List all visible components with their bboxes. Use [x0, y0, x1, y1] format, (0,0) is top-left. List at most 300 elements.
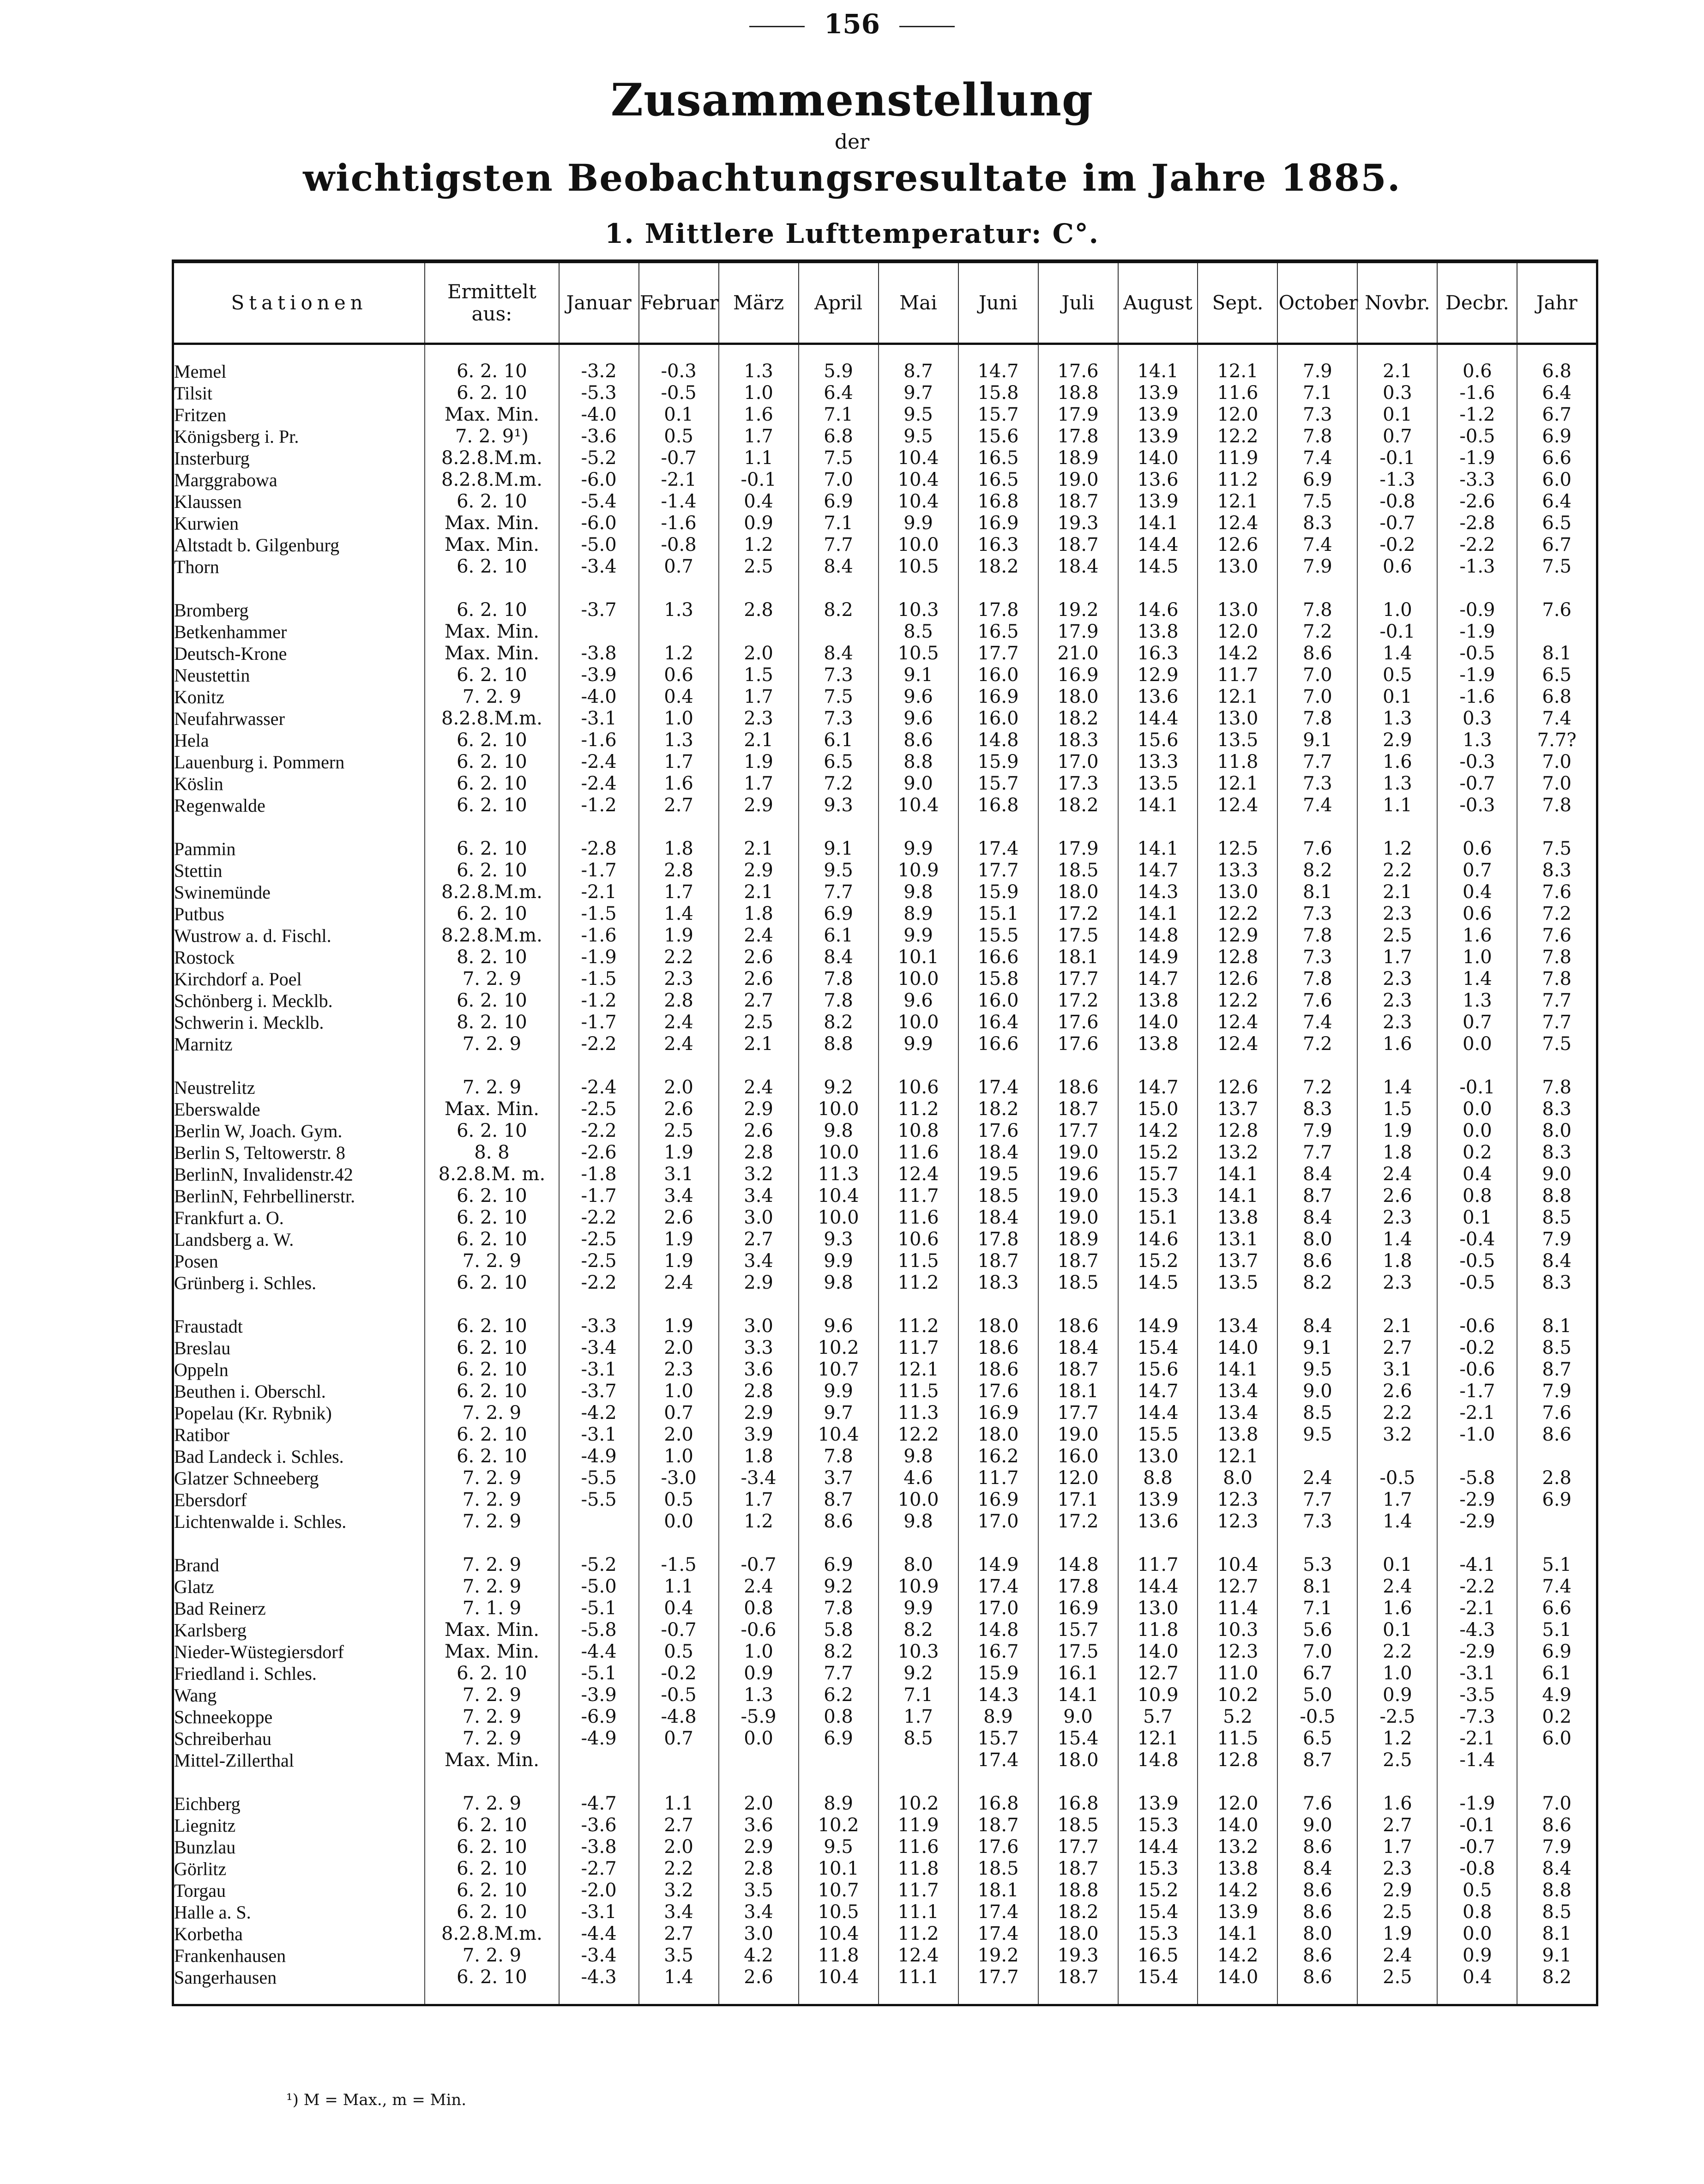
method-cell: 6. 2. 10 — [425, 751, 559, 773]
value-cell: 18.4 — [958, 1142, 1038, 1164]
value-cell: 14.6 — [1118, 599, 1198, 621]
method-cell: 6. 2. 10 — [425, 773, 559, 795]
value-cell: 15.4 — [1118, 1901, 1198, 1923]
column-header: Mai — [879, 261, 958, 344]
value-cell: 8.5 — [1517, 1207, 1597, 1229]
value-cell: 5.9 — [799, 361, 879, 382]
method-cell: 7. 2. 9 — [425, 1467, 559, 1489]
value-cell: 10.1 — [799, 1858, 879, 1880]
value-cell: 18.7 — [1038, 1250, 1118, 1272]
value-cell: 17.0 — [958, 1511, 1038, 1532]
value-cell: -0.5 — [1437, 1272, 1517, 1294]
station-name: Schwerin i. Mecklb. — [173, 1012, 425, 1033]
value-cell: 7.5 — [799, 686, 879, 708]
value-cell: 9.5 — [879, 404, 958, 426]
table-body — [173, 344, 1597, 2005]
value-cell: 18.5 — [1038, 1815, 1118, 1836]
value-cell: 14.1 — [1198, 1185, 1277, 1207]
value-cell: 8.2 — [879, 1619, 958, 1641]
table-row — [173, 1424, 1597, 1446]
value-cell: 7.2 — [1277, 1033, 1357, 1055]
value-cell: 1.7 — [719, 686, 799, 708]
value-cell: 7.8 — [1277, 968, 1357, 990]
value-cell: 2.0 — [719, 643, 799, 664]
value-cell: -2.1 — [639, 469, 719, 491]
value-cell: 17.8 — [958, 599, 1038, 621]
method-cell: 6. 2. 10 — [425, 1272, 559, 1294]
station-name: Kurwien — [173, 513, 425, 534]
station-name: Kirchdorf a. Poel — [173, 968, 425, 990]
value-cell: 17.5 — [1038, 1641, 1118, 1663]
value-cell: 6.1 — [1517, 1663, 1597, 1684]
value-cell: 8.3 — [1517, 1272, 1597, 1294]
value-cell: 9.9 — [879, 1033, 958, 1055]
value-cell: 7.8 — [1277, 925, 1357, 947]
value-cell — [879, 1750, 958, 1771]
value-cell: 2.3 — [1357, 1272, 1437, 1294]
value-cell: 1.0 — [639, 1381, 719, 1402]
value-cell: 2.8 — [1517, 1467, 1597, 1489]
value-cell: 11.5 — [879, 1250, 958, 1272]
value-cell: -0.1 — [1357, 447, 1437, 469]
station-name: Regenwalde — [173, 795, 425, 816]
value-cell: 6.4 — [799, 382, 879, 404]
value-cell: -3.1 — [559, 1359, 639, 1381]
value-cell: 1.0 — [719, 382, 799, 404]
value-cell: 1.8 — [1357, 1142, 1437, 1164]
value-cell: 15.4 — [1038, 1728, 1118, 1750]
station-name: Landsberg a. W. — [173, 1229, 425, 1250]
value-cell: 2.4 — [719, 1077, 799, 1098]
station-name: Betkenhammer — [173, 621, 425, 643]
column-header: Decbr. — [1437, 261, 1517, 344]
value-cell: 18.9 — [1038, 447, 1118, 469]
value-cell: 14.4 — [1118, 1836, 1198, 1858]
value-cell: 9.7 — [799, 1402, 879, 1424]
value-cell: 8.4 — [1517, 1250, 1597, 1272]
value-cell: 6.7 — [1517, 404, 1597, 426]
value-cell: 2.9 — [719, 1272, 799, 1294]
value-cell: 2.1 — [1357, 881, 1437, 903]
value-cell: 8.2 — [799, 1641, 879, 1663]
method-cell: 6. 2. 10 — [425, 382, 559, 404]
value-cell: 8.9 — [799, 1793, 879, 1815]
value-cell: -0.1 — [1437, 1815, 1517, 1836]
value-cell: 2.4 — [719, 1576, 799, 1598]
value-cell: 1.8 — [719, 903, 799, 925]
value-cell: 6.5 — [799, 751, 879, 773]
group-gap-row — [173, 1294, 1597, 1315]
value-cell: 12.2 — [1198, 426, 1277, 447]
value-cell: 17.7 — [1038, 968, 1118, 990]
value-cell: 1.1 — [639, 1576, 719, 1598]
value-cell: 10.2 — [799, 1337, 879, 1359]
value-cell: 10.6 — [879, 1229, 958, 1250]
value-cell: -5.8 — [1437, 1467, 1517, 1489]
value-cell: -0.2 — [639, 1663, 719, 1684]
value-cell: 7.4 — [1277, 534, 1357, 556]
station-name: Wustrow a. d. Fischl. — [173, 925, 425, 947]
value-cell: 7.4 — [1517, 1576, 1597, 1598]
value-cell: 14.9 — [958, 1554, 1038, 1576]
value-cell: 7.8 — [1277, 708, 1357, 730]
value-cell: 7.1 — [799, 513, 879, 534]
value-cell: 16.5 — [958, 447, 1038, 469]
value-cell: 1.1 — [719, 447, 799, 469]
table-row — [173, 404, 1597, 426]
value-cell: 3.4 — [639, 1901, 719, 1923]
value-cell: 1.9 — [639, 1229, 719, 1250]
method-cell: 6. 2. 10 — [425, 1315, 559, 1337]
value-cell: 13.3 — [1198, 860, 1277, 881]
value-cell: 7.2 — [1277, 621, 1357, 643]
value-cell: 2.3 — [639, 1359, 719, 1381]
value-cell: 17.4 — [958, 1901, 1038, 1923]
table-row — [173, 1684, 1597, 1706]
value-cell: 8.2 — [799, 1012, 879, 1033]
value-cell: 12.1 — [1198, 686, 1277, 708]
value-cell: 13.0 — [1118, 1598, 1198, 1619]
station-name: Ratibor — [173, 1424, 425, 1446]
station-name: Rostock — [173, 947, 425, 968]
value-cell: 16.2 — [958, 1446, 1038, 1467]
value-cell: -0.5 — [1437, 643, 1517, 664]
value-cell: -4.8 — [639, 1706, 719, 1728]
value-cell: -0.8 — [639, 534, 719, 556]
value-cell: -1.9 — [1437, 447, 1517, 469]
value-cell: 1.6 — [1357, 751, 1437, 773]
value-cell: 12.6 — [1198, 1077, 1277, 1098]
value-cell: 13.7 — [1198, 1250, 1277, 1272]
value-cell: 8.5 — [879, 1728, 958, 1750]
value-cell: 3.1 — [1357, 1359, 1437, 1381]
value-cell: -0.3 — [1437, 795, 1517, 816]
value-cell: -3.2 — [559, 361, 639, 382]
value-cell: 4.6 — [879, 1467, 958, 1489]
value-cell: 18.6 — [1038, 1077, 1118, 1098]
value-cell: 8.7 — [1277, 1750, 1357, 1771]
station-name: Konitz — [173, 686, 425, 708]
value-cell: 13.7 — [1198, 1098, 1277, 1120]
value-cell: 3.5 — [639, 1945, 719, 1967]
station-name: Korbetha — [173, 1923, 425, 1945]
table-row — [173, 773, 1597, 795]
value-cell: 7.6 — [1277, 990, 1357, 1012]
value-cell: 9.5 — [799, 860, 879, 881]
table-row — [173, 838, 1597, 860]
value-cell: -3.4 — [719, 1467, 799, 1489]
value-cell: 14.7 — [1118, 860, 1198, 881]
value-cell: 2.3 — [1357, 1012, 1437, 1033]
value-cell: 9.0 — [1517, 1164, 1597, 1185]
value-cell: -0.5 — [1437, 426, 1517, 447]
value-cell: -0.6 — [1437, 1315, 1517, 1337]
value-cell: 0.0 — [1437, 1033, 1517, 1055]
value-cell: 2.9 — [1357, 730, 1437, 751]
value-cell: 2.1 — [1357, 1315, 1437, 1337]
station-name: Deutsch-Krone — [173, 643, 425, 664]
value-cell: 0.7 — [1437, 860, 1517, 881]
column-header: Novbr. — [1357, 261, 1437, 344]
value-cell: 1.3 — [639, 730, 719, 751]
method-cell: 6. 2. 10 — [425, 599, 559, 621]
value-cell: -2.1 — [1437, 1728, 1517, 1750]
value-cell: 6.4 — [1517, 382, 1597, 404]
value-cell: -2.0 — [559, 1880, 639, 1901]
value-cell: 14.2 — [1198, 1945, 1277, 1967]
value-cell: 2.5 — [1357, 1901, 1437, 1923]
table-row — [173, 708, 1597, 730]
value-cell: 7.7 — [1517, 990, 1597, 1012]
value-cell: 14.0 — [1118, 1012, 1198, 1033]
value-cell: 9.3 — [799, 1229, 879, 1250]
value-cell: -3.8 — [559, 1836, 639, 1858]
value-cell: 16.3 — [1118, 643, 1198, 664]
value-cell: -0.3 — [639, 361, 719, 382]
value-cell: 14.4 — [1118, 1576, 1198, 1598]
value-cell: -0.7 — [639, 1619, 719, 1641]
value-cell: 6.5 — [1517, 664, 1597, 686]
value-cell: 15.1 — [1118, 1207, 1198, 1229]
value-cell: -1.2 — [559, 795, 639, 816]
value-cell: 7.7 — [1277, 1489, 1357, 1511]
value-cell: 17.4 — [958, 1923, 1038, 1945]
value-cell: 6.8 — [1517, 686, 1597, 708]
station-name: Königsberg i. Pr. — [173, 426, 425, 447]
station-name: Eichberg — [173, 1793, 425, 1815]
method-cell: 6. 2. 10 — [425, 1663, 559, 1684]
value-cell: 17.9 — [1038, 838, 1118, 860]
value-cell: 13.8 — [1198, 1424, 1277, 1446]
value-cell: 15.4 — [1118, 1337, 1198, 1359]
value-cell: -1.4 — [1437, 1750, 1517, 1771]
station-name: Schneekoppe — [173, 1706, 425, 1728]
value-cell: -1.9 — [1437, 1793, 1517, 1815]
value-cell: 15.5 — [958, 925, 1038, 947]
value-cell: 11.8 — [799, 1945, 879, 1967]
station-name: Klaussen — [173, 491, 425, 513]
value-cell: -0.5 — [1277, 1706, 1357, 1728]
value-cell: 0.1 — [1437, 1207, 1517, 1229]
value-cell: 1.2 — [719, 1511, 799, 1532]
value-cell: 9.0 — [1277, 1381, 1357, 1402]
value-cell: 14.2 — [1118, 1120, 1198, 1142]
value-cell: 2.2 — [1357, 1641, 1437, 1663]
value-cell: -1.0 — [1437, 1424, 1517, 1446]
value-cell: 7.0 — [1517, 773, 1597, 795]
value-cell: 18.1 — [1038, 1381, 1118, 1402]
table-row — [173, 1098, 1597, 1120]
value-cell: 1.9 — [639, 1250, 719, 1272]
value-cell: 16.5 — [1118, 1945, 1198, 1967]
value-cell: -1.4 — [639, 491, 719, 513]
value-cell: 1.4 — [639, 903, 719, 925]
value-cell: 17.4 — [958, 1077, 1038, 1098]
value-cell: 17.9 — [1038, 621, 1118, 643]
table-row — [173, 491, 1597, 513]
value-cell: 16.8 — [958, 795, 1038, 816]
value-cell: 2.3 — [719, 708, 799, 730]
value-cell: 2.5 — [639, 1120, 719, 1142]
value-cell: 7.5 — [799, 447, 879, 469]
value-cell: 11.8 — [1198, 751, 1277, 773]
value-cell: 0.2 — [1517, 1706, 1597, 1728]
method-cell: Max. Min. — [425, 1098, 559, 1120]
value-cell: 8.6 — [879, 730, 958, 751]
value-cell: 2.5 — [719, 556, 799, 578]
value-cell: 9.5 — [1277, 1424, 1357, 1446]
value-cell: -0.4 — [1437, 1229, 1517, 1250]
value-cell: 16.0 — [958, 708, 1038, 730]
value-cell: -1.6 — [559, 925, 639, 947]
column-header: März — [719, 261, 799, 344]
value-cell: 2.4 — [1277, 1467, 1357, 1489]
value-cell: 17.6 — [1038, 1012, 1118, 1033]
value-cell: 13.8 — [1198, 1207, 1277, 1229]
value-cell: 9.1 — [1277, 730, 1357, 751]
value-cell: -1.7 — [559, 1185, 639, 1207]
value-cell: -2.2 — [559, 1272, 639, 1294]
value-cell: 6.9 — [799, 903, 879, 925]
value-cell: 7.3 — [1277, 404, 1357, 426]
value-cell: 13.5 — [1198, 730, 1277, 751]
value-cell: 8.0 — [1277, 1229, 1357, 1250]
value-cell: 7.3 — [1277, 903, 1357, 925]
value-cell: 7.6 — [1277, 838, 1357, 860]
station-name: Friedland i. Schles. — [173, 1663, 425, 1684]
value-cell: 10.8 — [879, 1120, 958, 1142]
value-cell: 16.9 — [1038, 664, 1118, 686]
value-cell: -3.3 — [559, 1315, 639, 1337]
value-cell: 18.0 — [1038, 1923, 1118, 1945]
method-cell: 6. 2. 10 — [425, 1229, 559, 1250]
value-cell: -3.4 — [559, 1945, 639, 1967]
value-cell: 13.0 — [1198, 881, 1277, 903]
method-cell: 8.2.8.M. m. — [425, 1164, 559, 1185]
method-cell: 6. 2. 10 — [425, 1836, 559, 1858]
value-cell: 17.2 — [1038, 1511, 1118, 1532]
value-cell: 0.7 — [639, 1402, 719, 1424]
value-cell: 2.7 — [639, 795, 719, 816]
value-cell: 15.0 — [1118, 1098, 1198, 1120]
value-cell: 3.6 — [719, 1815, 799, 1836]
value-cell: 1.9 — [639, 1315, 719, 1337]
value-cell: 10.3 — [879, 599, 958, 621]
method-cell: 6. 2. 10 — [425, 838, 559, 860]
value-cell: 2.3 — [639, 968, 719, 990]
value-cell: 5.2 — [1198, 1706, 1277, 1728]
value-cell: 7.6 — [1517, 925, 1597, 947]
value-cell: -2.5 — [559, 1250, 639, 1272]
value-cell: 9.9 — [799, 1250, 879, 1272]
value-cell: 16.9 — [958, 686, 1038, 708]
station-name: Bunzlau — [173, 1836, 425, 1858]
value-cell: 12.2 — [1198, 990, 1277, 1012]
value-cell: 8.3 — [1277, 1098, 1357, 1120]
value-cell: 7.1 — [799, 404, 879, 426]
value-cell: 16.6 — [958, 947, 1038, 968]
value-cell: 15.9 — [958, 881, 1038, 903]
value-cell: 0.6 — [1437, 838, 1517, 860]
value-cell: 18.1 — [1038, 947, 1118, 968]
value-cell: 7.7 — [1277, 1142, 1357, 1164]
value-cell: 0.8 — [1437, 1901, 1517, 1923]
table-row — [173, 447, 1597, 469]
value-cell: 1.9 — [1357, 1120, 1437, 1142]
value-cell: 16.7 — [958, 1641, 1038, 1663]
value-cell: 8.6 — [1277, 1836, 1357, 1858]
value-cell: 7.8 — [1517, 1077, 1597, 1098]
value-cell: 11.3 — [799, 1164, 879, 1185]
method-cell: 7. 1. 9 — [425, 1598, 559, 1619]
table-row — [173, 621, 1597, 643]
value-cell — [719, 1750, 799, 1771]
value-cell: -3.1 — [1437, 1663, 1517, 1684]
value-cell: 11.1 — [879, 1967, 958, 1988]
value-cell: 11.9 — [879, 1815, 958, 1836]
value-cell: 15.2 — [1118, 1142, 1198, 1164]
value-cell: 11.7 — [1198, 664, 1277, 686]
value-cell: 18.0 — [958, 1315, 1038, 1337]
table-row — [173, 860, 1597, 881]
value-cell: 2.6 — [639, 1098, 719, 1120]
value-cell: 15.6 — [1118, 1359, 1198, 1381]
value-cell: 9.0 — [1038, 1706, 1118, 1728]
value-cell: 1.7 — [1357, 1836, 1437, 1858]
value-cell: 15.7 — [958, 1728, 1038, 1750]
value-cell: 1.3 — [1437, 990, 1517, 1012]
value-cell: 7.9 — [1517, 1381, 1597, 1402]
value-cell: 16.4 — [958, 1012, 1038, 1033]
value-cell: 0.9 — [1357, 1684, 1437, 1706]
table-row — [173, 1033, 1597, 1055]
table-row — [173, 1641, 1597, 1663]
value-cell: 3.2 — [1357, 1424, 1437, 1446]
value-cell: -0.5 — [639, 382, 719, 404]
value-cell: 8.8 — [1517, 1185, 1597, 1207]
value-cell: 2.7 — [639, 1923, 719, 1945]
method-cell: 6. 2. 10 — [425, 1967, 559, 1988]
value-cell: 2.9 — [719, 1836, 799, 1858]
value-cell: 11.5 — [879, 1381, 958, 1402]
value-cell: 12.1 — [1198, 361, 1277, 382]
value-cell: -6.0 — [559, 513, 639, 534]
value-cell: 2.9 — [719, 1098, 799, 1120]
value-cell: 16.0 — [1038, 1446, 1118, 1467]
value-cell: 10.4 — [799, 1424, 879, 1446]
table-row — [173, 1880, 1597, 1901]
value-cell: 6.9 — [799, 1728, 879, 1750]
value-cell: -5.9 — [719, 1706, 799, 1728]
value-cell: 0.6 — [1437, 903, 1517, 925]
value-cell: 9.5 — [879, 426, 958, 447]
value-cell — [559, 1511, 639, 1532]
value-cell: 11.9 — [1198, 447, 1277, 469]
value-cell: 18.7 — [1038, 1098, 1118, 1120]
value-cell: 0.0 — [1437, 1120, 1517, 1142]
value-cell: 19.6 — [1038, 1164, 1118, 1185]
value-cell: 2.3 — [1357, 990, 1437, 1012]
value-cell: 12.9 — [1118, 664, 1198, 686]
value-cell: 12.2 — [879, 1424, 958, 1446]
value-cell: 17.6 — [1038, 361, 1118, 382]
value-cell: 2.2 — [1357, 1402, 1437, 1424]
station-name: Pammin — [173, 838, 425, 860]
value-cell: 9.7 — [879, 382, 958, 404]
value-cell: -3.7 — [559, 599, 639, 621]
value-cell: 14.0 — [1198, 1815, 1277, 1836]
value-cell: 7.2 — [799, 773, 879, 795]
